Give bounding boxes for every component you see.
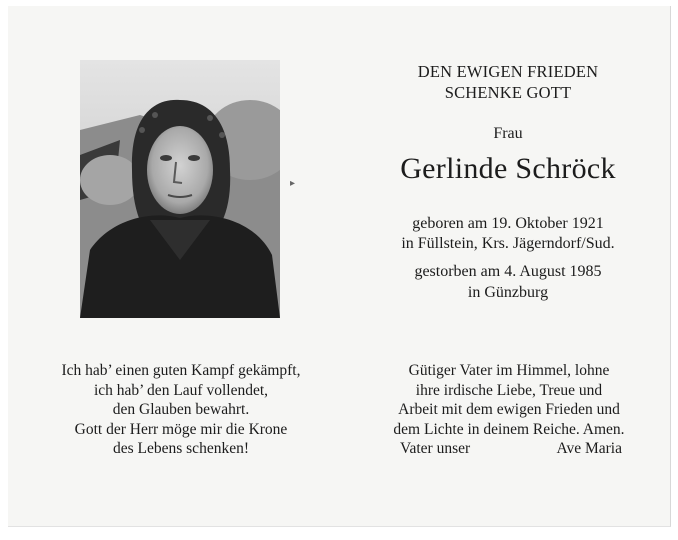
verse-right — [376, 361, 642, 439]
verse-right-line: dem Lichte in deinem Reiche. Amen. — [393, 420, 625, 438]
portrait-photo — [80, 60, 280, 318]
small-mark: ▸ — [290, 178, 296, 189]
header-text — [380, 61, 636, 103]
death-date: gestorben am 4. August 1985 — [414, 263, 602, 280]
birth-info — [380, 214, 636, 254]
verse-right-line: Arbeit mit dem ewigen Frieden und — [398, 401, 620, 418]
verse-left-line: Ich hab’ einen guten Kampf gekämpft, — [61, 362, 301, 379]
verse-left — [50, 361, 312, 459]
birth-date: geboren am 19. Oktober 1921 — [412, 215, 604, 232]
header-line-1: DEN EWIGEN FRIEDEN — [417, 62, 599, 81]
verse-left-line: den Glauben bewahrt. — [112, 401, 250, 418]
salutation: Frau — [493, 125, 523, 142]
prayer-vater-unser: Vater unser — [400, 440, 471, 457]
death-info — [380, 261, 636, 303]
verse-right-line: ihre irdische Liebe, Treue und — [415, 381, 603, 399]
header-line-2: SCHENKE GOTT — [444, 83, 572, 102]
deceased-name: Gerlinde Schröck — [400, 152, 616, 185]
verse-right-line: Gütiger Vater im Himmel, lohne — [408, 362, 610, 379]
verse-left-line: ich hab’ den Lauf vollendet, — [93, 381, 269, 399]
verse-left-line: des Lebens schenken! — [112, 440, 249, 457]
birth-place: in Füllstein, Krs. Jägerndorf/Sud. — [401, 235, 615, 252]
prayer-ave-maria: Ave Maria — [556, 440, 622, 457]
death-place: in Günzburg — [467, 284, 549, 301]
verse-left-line: Gott der Herr möge mir die Krone — [74, 420, 288, 438]
